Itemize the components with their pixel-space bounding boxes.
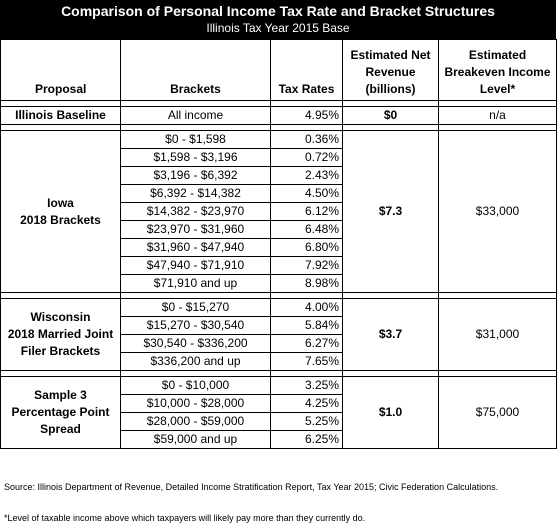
bracket-cell: $0 - $10,000 bbox=[121, 377, 271, 395]
col-header-tax-rates: Tax Rates bbox=[271, 40, 343, 101]
rate-cell: 4.50% bbox=[271, 185, 343, 203]
table-row bbox=[1, 377, 557, 395]
rate-cell: 6.27% bbox=[271, 335, 343, 353]
bracket-cell: $3,196 - $6,392 bbox=[121, 167, 271, 185]
rate-cell: 6.25% bbox=[271, 431, 343, 449]
proposal-line: Wisconsin bbox=[30, 310, 91, 324]
bracket-cell: $14,382 - $23,970 bbox=[121, 203, 271, 221]
breakeven-cell: n/a bbox=[439, 107, 557, 125]
proposal-line: Filer Brackets bbox=[20, 344, 101, 358]
revenue-cell: $3.7 bbox=[343, 299, 439, 371]
bracket-cell: $71,910 and up bbox=[121, 275, 271, 293]
proposal-line: 2018 Married Joint bbox=[7, 327, 114, 341]
table-row bbox=[1, 131, 557, 149]
rate-cell: 6.80% bbox=[271, 239, 343, 257]
sample-section bbox=[1, 377, 557, 449]
proposal-line: 2018 Brackets bbox=[20, 212, 101, 227]
proposal-line: Iowa bbox=[47, 195, 74, 210]
rate-cell: 7.65% bbox=[271, 353, 343, 371]
col-header-brackets: Brackets bbox=[121, 40, 271, 101]
revenue-cell: $7.3 bbox=[343, 131, 439, 293]
bracket-cell: All income bbox=[121, 107, 271, 125]
bracket-cell: $59,000 and up bbox=[121, 431, 271, 449]
breakeven-cell: $33,000 bbox=[439, 131, 557, 293]
table-row bbox=[1, 107, 557, 125]
bracket-cell: $47,940 - $71,910 bbox=[121, 257, 271, 275]
rate-cell: 6.12% bbox=[271, 203, 343, 221]
proposal-line: Spread bbox=[40, 422, 81, 436]
bracket-cell: $30,540 - $336,200 bbox=[121, 335, 271, 353]
bracket-cell: $0 - $15,270 bbox=[121, 299, 271, 317]
proposal-cell bbox=[1, 299, 121, 371]
rate-cell: 4.00% bbox=[271, 299, 343, 317]
table-row bbox=[1, 299, 557, 317]
bracket-cell: $0 - $1,598 bbox=[121, 131, 271, 149]
proposal-cell: Illinois Baseline bbox=[1, 107, 121, 125]
rate-cell: 2.43% bbox=[271, 167, 343, 185]
footnote: *Level of taxable income above which taxpayers will likely pay more than they currently do. bbox=[4, 513, 366, 523]
rate-cell: 8.98% bbox=[271, 275, 343, 293]
bracket-cell: $15,270 - $30,540 bbox=[121, 317, 271, 335]
bracket-cell: $31,960 - $47,940 bbox=[121, 239, 271, 257]
proposal-line: Sample 3 bbox=[34, 388, 87, 402]
col-header-revenue: Estimated Net Revenue (billions) bbox=[343, 40, 439, 101]
col-header-breakeven: Estimated Breakeven Income Level* bbox=[439, 40, 557, 101]
revenue-cell: $1.0 bbox=[343, 377, 439, 449]
breakeven-cell: $31,000 bbox=[439, 299, 557, 371]
col-header-proposal: Proposal bbox=[1, 40, 121, 101]
rate-cell: 0.36% bbox=[271, 131, 343, 149]
wisconsin-section bbox=[1, 299, 557, 371]
rate-cell: 7.92% bbox=[271, 257, 343, 275]
table-title: Comparison of Personal Income Tax Rate and Bracket Structures bbox=[61, 3, 495, 19]
bracket-cell: $336,200 and up bbox=[121, 353, 271, 371]
rate-cell: 0.72% bbox=[271, 149, 343, 167]
revenue-cell: $0 bbox=[343, 107, 439, 125]
header-row bbox=[1, 40, 557, 101]
table-subtitle: Illinois Tax Year 2015 Base bbox=[206, 21, 350, 35]
bracket-cell: $1,598 - $3,196 bbox=[121, 149, 271, 167]
rate-cell: 5.25% bbox=[271, 413, 343, 431]
table-title-banner bbox=[0, 0, 556, 39]
proposal-line: Percentage Point bbox=[11, 405, 110, 419]
source-note: Source: Illinois Department of Revenue, Detailed Income Stratification Report, Tax Year 2015; Civic Federation Calculations. bbox=[4, 482, 499, 492]
bracket-cell: $23,970 - $31,960 bbox=[121, 221, 271, 239]
rate-cell: 4.25% bbox=[271, 395, 343, 413]
rate-cell: 6.48% bbox=[271, 221, 343, 239]
bracket-cell: $28,000 - $59,000 bbox=[121, 413, 271, 431]
proposal-cell bbox=[1, 377, 121, 449]
rate-cell: 5.84% bbox=[271, 317, 343, 335]
bracket-cell: $6,392 - $14,382 bbox=[121, 185, 271, 203]
tax-comparison-table bbox=[0, 39, 557, 449]
rate-cell: 4.95% bbox=[271, 107, 343, 125]
proposal-cell bbox=[1, 131, 121, 293]
iowa-section bbox=[1, 131, 557, 293]
breakeven-cell: $75,000 bbox=[439, 377, 557, 449]
rate-cell: 3.25% bbox=[271, 377, 343, 395]
bracket-cell: $10,000 - $28,000 bbox=[121, 395, 271, 413]
